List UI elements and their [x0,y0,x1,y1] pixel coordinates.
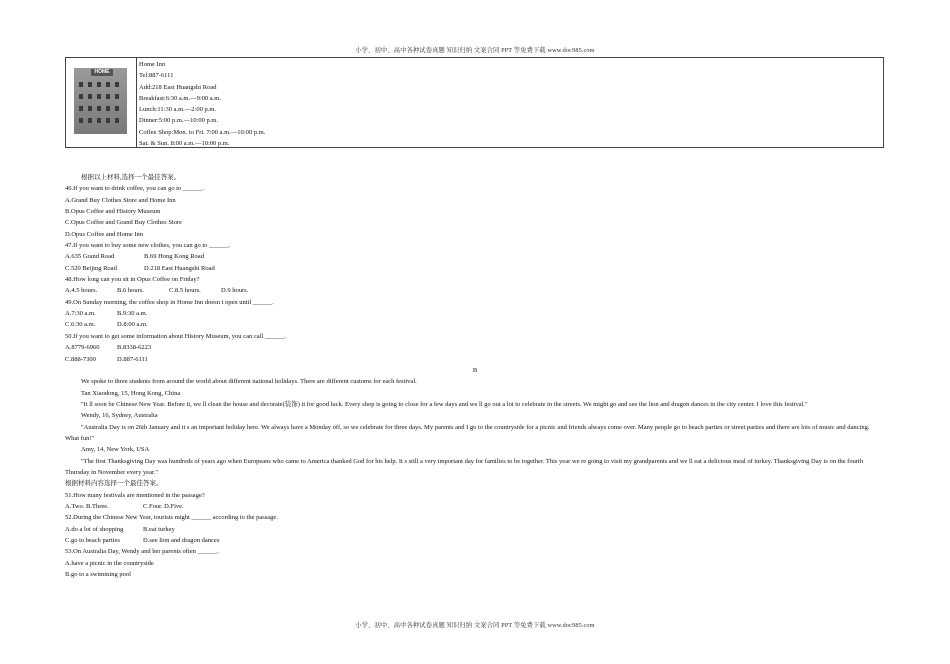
quote-tan-xiaodong: "It ll soon be Chinese New Year. Before it, we ll clean the house and decorate(装饰) it for good luck. Every shop is going to close for a few days and we ll go out a lot to celebrate in the streets. We might go and see the lion and dragon dances in the city center. I love this festival." [81,400,808,408]
hotel-photo [74,68,127,134]
q50-options-cd [65,354,885,365]
section-b-passage [65,376,885,478]
q49-option-c: C.6:30 a.m. [65,321,96,329]
q50-options-ab [65,342,885,353]
home-inn-address: Add:218 East Huangshi Road [139,83,217,91]
home-inn-tel: Tel:887-6111 [139,72,174,80]
q50-option-b: B.8338-6223 [117,344,152,352]
q51-options-ab: A.Two. B.Three. [65,502,109,510]
q46-option-d: D.Opus Coffee and Home Inn [65,230,144,238]
q48-option-b: B.6 hours. [117,287,144,295]
q51-options-cd: C.Four. D.Five. [143,502,184,510]
page-header-banner: 小学、初中、高中各种试卷真题 知识归纳 文案合同 PPT 等免费下载 www.doc985.com [355,47,595,54]
home-inn-lunch: Lunch:11:30 a.m.—2:00 p.m. [139,106,217,114]
exam-content [65,172,885,580]
q49-options-cd [65,319,885,330]
speaker-amy: Amy, 14, New York, USA [81,446,150,454]
speaker-tan-xiaodong: Tan Xiaodong, 15, Hong Kong, China [81,389,181,397]
question-53: 53.On Australia Day, Wendy and her parents often ______. [65,548,219,556]
hotel-image-cell [66,58,137,147]
q49-option-b: B.9:30 a.m. [117,310,148,318]
section-b-instruction: 根据材料内容选择一个最佳答案。 [65,480,163,488]
question-47: 47.If you want to buy some new clothes, you can go to ______. [65,242,231,250]
question-51: 51.How many festivals are mentioned in the passage? [65,491,205,499]
speaker-wendy: Wendy, 16, Sydney, Australia [81,412,158,420]
q50-option-c: C.888-7300 [65,355,96,363]
q49-option-d: D.8:00 a.m. [117,321,148,329]
q51-options [65,501,885,512]
q46-option-b: B.Opus Coffee and History Museum [65,208,161,216]
question-46: 46.If you want to drink coffee, you can go to ______. [65,185,205,193]
q49-option-a: A.7:30 a.m. [65,310,96,318]
q53-option-a: A.have a picnic in the countryside [65,559,154,567]
passage-intro: We spoke to three students from around the world about different national holidays. There are different customs for each festival. [81,378,417,386]
q48-option-d: D.9 hours. [221,287,249,295]
q48-option-a: A.4.5 hours. [65,287,98,295]
home-inn-breakfast: Breakfast:6:30 a.m.—9:00 a.m. [139,94,221,102]
question-50: 50.If you want to get some information about History Museum, you can call ______. [65,332,286,340]
q52-options-cd [65,535,885,546]
q48-option-c: C.8.5 hours. [169,287,201,295]
section-a-instruction: 根据以上材料,选择一个最佳答案。 [81,174,181,181]
q52-option-b: B.eat turkey [143,525,175,533]
quote-amy: "The first Thanksgiving Day was hundreds of years ago when Europeans who came to America thanked God for his help. It s still a very important day for families to be together. This year we re going to visit my grandparents and we ll eat a delicious meal of turkey. Thanksgiving Day is on the fourth Thursday in November every year." [65,457,864,476]
q52-option-a: A.do a lot of shopping [65,525,124,533]
q46-option-c: C.Opus Coffee and Grand Buy Clothes Store [65,219,183,227]
page-footer-banner: 小学、初中、高中各种试卷真题 知识归纳 文案合同 PPT 等免费下载 www.doc985.com [355,622,595,629]
q47-options-cd [65,263,885,274]
q46-option-a: A.Grand Buy Clothes Store and Home Inn [65,196,176,204]
question-49: 49.On Sunday morning, the coffee shop in Home Inn doesn t open until ______. [65,298,274,306]
question-52: 52.During the Chinese New Year, tourists might ______ according to the passage. [65,514,278,522]
q47-options-ab [65,251,885,262]
home-inn-dinner: Dinner:5:00 p.m.—10:00 p.m. [139,117,219,125]
q49-options-ab [65,308,885,319]
home-inn-coffee-weekday: Coffee Shop:Mon. to Fri. 7:00 a.m.—10:00 p.m. [139,128,266,136]
home-inn-name: Home Inn [139,61,166,68]
q50-option-d: D.887-6111 [117,355,148,363]
q52-option-d: D.see lion and dragon dances [143,537,220,544]
q53-option-b: B.go to a swimming pool [65,571,131,579]
q47-option-a: A.635 Grand Road [65,253,115,261]
q52-option-c: C.go to beach parties [65,537,120,544]
q47-option-b: B.69 Hong Kong Road [144,253,204,261]
section-b-heading: B [472,366,478,374]
hotel-sign: HOME [91,69,113,76]
home-inn-coffee-weekend: Sat. & Sun. 8:00 a.m.—10:00 p.m. [139,140,230,148]
home-inn-details [139,59,265,149]
question-48: 48.How long can you sit in Opus Coffee on Friday? [65,276,200,284]
q47-option-c: C.520 Beijing Road [65,264,117,272]
quote-wendy: "Australia Day is on 26th January and it s an important holiday here. We always have a Monday off, so we celebrate for three days. My parents and I go to the countryside for a picnic and friends always come over. Many people go to beach parties or street parties and there are lots of music and dancing. What fun!" [65,423,870,442]
q50-option-a: A.8779-6960 [65,344,100,352]
q52-options-ab [65,524,885,535]
q48-options [65,285,885,296]
home-inn-info-table [65,57,884,148]
q47-option-d: D.218 East Huangshi Road [144,264,215,272]
